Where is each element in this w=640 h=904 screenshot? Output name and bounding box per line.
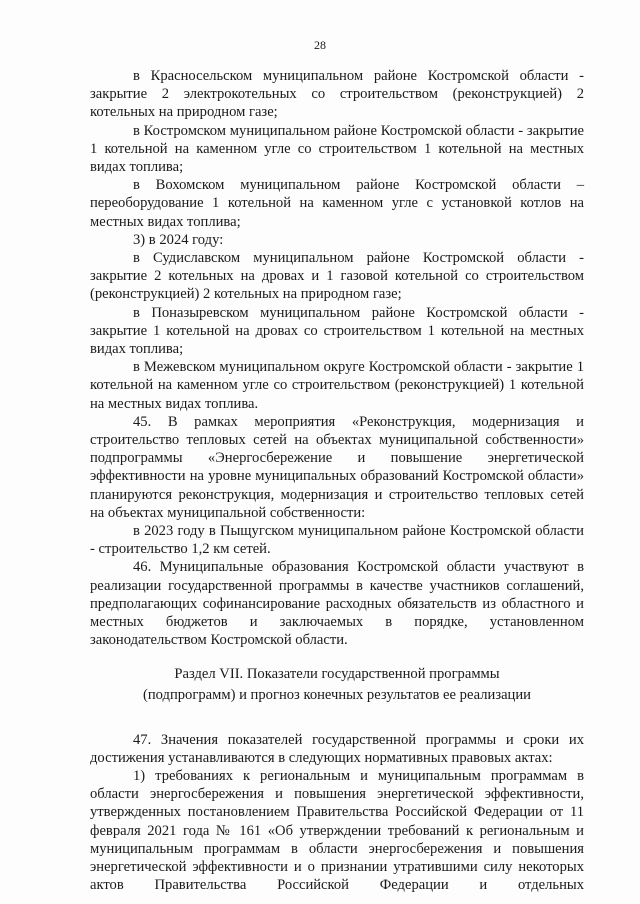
document-body [90,67,584,894]
paragraph: в Красносельском муниципальном районе Костромской области - закрытие 2 электрокотельных со строительством (реконструкцией) 2 котельных на природном газе; [90,68,584,121]
paragraph: 45. В рамках мероприятия «Реконструкция, модернизация и строительство тепловых сетей на объектах муниципальной собственности» подпрограммы «Энергосбережение и повышение энергетической эффективности на уровне муниципальных образований Костромской области» планируются реконструкция, модернизация и строительство тепловых сетей на объектах муниципальной собственности: [90,413,584,521]
paragraph: 1) требованиях к региональным и муниципальным программам в области энергосбережения и повышения энергетической эффективности, утвержденных постановлением Правительства Российской Федерации от 11 февраля 2021 года № 161 «Об утверждении требований к региональным и муниципальным программам в области энергосбережения и повышения энергетической эффективности и о признании утратившими силу некоторых актов Правительства Российской Федерации и отдельных [90,767,584,894]
paragraph: 46. Муниципальные образования Костромской области участвуют в реализации государственной программы в качестве участников соглашений, предполагающих софинансирование расходных обязательств из областного и местных бюджетов и заключаемых в порядке, установленном законодательством Костромской области. [90,559,584,649]
paragraph: в 2023 году в Пыщугском муниципальном районе Костромской области - строительство 1,2 км сетей. [90,523,584,558]
paragraph: в Вохомском муниципальном районе Костромской области – переоборудование 1 котельной на каменном угле с установкой котлов на местных видах топлива; [90,177,584,230]
paragraph: в Межевском муниципальном округе Костромской области - закрытие 1 котельной на каменном угле со строительством (реконструкцией) 1 котельной на местных видах топлива. [90,359,584,412]
paragraph: 3) в 2024 году: [133,231,224,248]
paragraph: в Поназыревском муниципальном районе Костромской области - закрытие 1 котельной на дровах со строительством 1 котельной на местных видах топлива; [90,304,584,358]
page-number: 28 [314,38,326,52]
paragraph: 47. Значения показателей государственной программы и сроки их достижения устанавливаются в следующих нормативных правовых актах: [90,731,584,766]
section-title-line-1: Раздел VII. Показатели государственной программы [174,665,500,682]
section-title-line-2: (подпрограмм) и прогноз конечных результатов ее реализации [142,686,531,703]
section-title [90,664,584,706]
paragraph: в Костромском муниципальном районе Костромской области - закрытие 1 котельной на каменном угле со строительством 1 котельной на местных видах топлива; [90,122,584,176]
spacer [90,706,584,731]
paragraph: в Судиславском муниципальном районе Костромской области - закрытие 2 котельных на дровах и 1 газовой котельной со строительством (реконструкцией) 2 котельных на природном газе; [90,250,584,303]
